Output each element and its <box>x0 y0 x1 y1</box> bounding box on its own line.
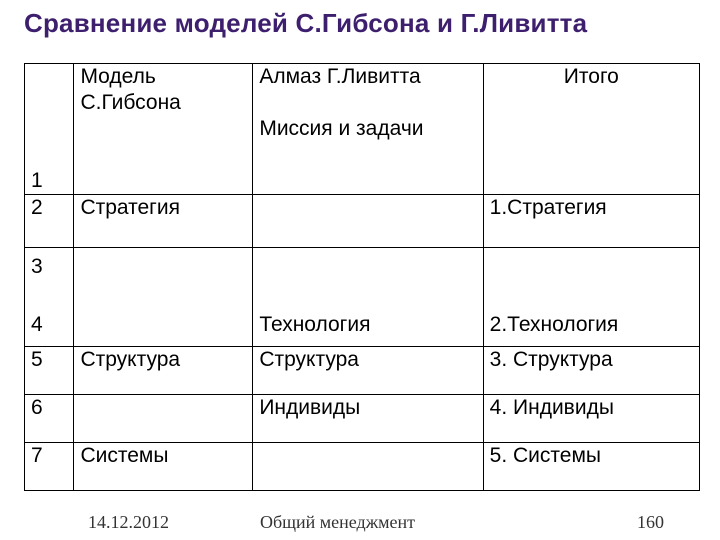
slide-title: Сравнение моделей С.Гибсона и Г.Ливитта <box>24 8 588 38</box>
total-cell: 4. Индивиды <box>483 395 699 443</box>
leavitt-cell: Структура <box>253 347 483 395</box>
footer-subject: Общий менеджмент <box>260 512 416 532</box>
table-row <box>25 395 700 443</box>
row-number: 4 <box>31 313 43 336</box>
total-header-cell: Итого <box>483 64 699 195</box>
leavitt-cell <box>253 443 483 491</box>
row-number: 1 <box>31 169 43 192</box>
leavitt-header-cell <box>253 64 483 195</box>
row-number: 2 <box>25 195 74 248</box>
row-number-cell <box>25 248 74 347</box>
table-row <box>25 64 700 195</box>
row-number: 5 <box>25 347 74 395</box>
leavitt-cell <box>253 195 483 248</box>
comparison-table <box>24 63 700 491</box>
leavitt-cell: Индивиды <box>253 395 483 443</box>
total-cell: 5. Системы <box>483 443 699 491</box>
leavitt-header-title: Алмаз Г.Ливитта <box>259 65 421 88</box>
row-number: 7 <box>25 443 74 491</box>
table-row <box>25 195 700 248</box>
row-number-cell <box>25 64 74 195</box>
gibson-cell: Стратегия <box>74 195 253 248</box>
leavitt-cell-text: Технология <box>259 313 371 336</box>
row-number: 6 <box>25 395 74 443</box>
table-row <box>25 248 700 347</box>
total-cell-text: 2.Технология <box>489 313 619 336</box>
gibson-cell: Системы <box>74 443 253 491</box>
leavitt-header-mission: Миссия и задачи <box>259 117 424 140</box>
total-cell <box>483 248 699 347</box>
gibson-header-cell: Модель С.Гибсона <box>74 64 253 195</box>
total-cell: 3. Структура <box>483 347 699 395</box>
table-row <box>25 347 700 395</box>
row-number: 3 <box>31 255 43 278</box>
table-row <box>25 443 700 491</box>
total-cell: 1.Стратегия <box>483 195 699 248</box>
footer-date: 14.12.2012 <box>88 512 169 532</box>
gibson-cell <box>74 248 253 347</box>
footer-page-number: 160 <box>637 512 664 532</box>
gibson-cell: Структура <box>74 347 253 395</box>
gibson-cell <box>74 395 253 443</box>
leavitt-cell <box>253 248 483 347</box>
